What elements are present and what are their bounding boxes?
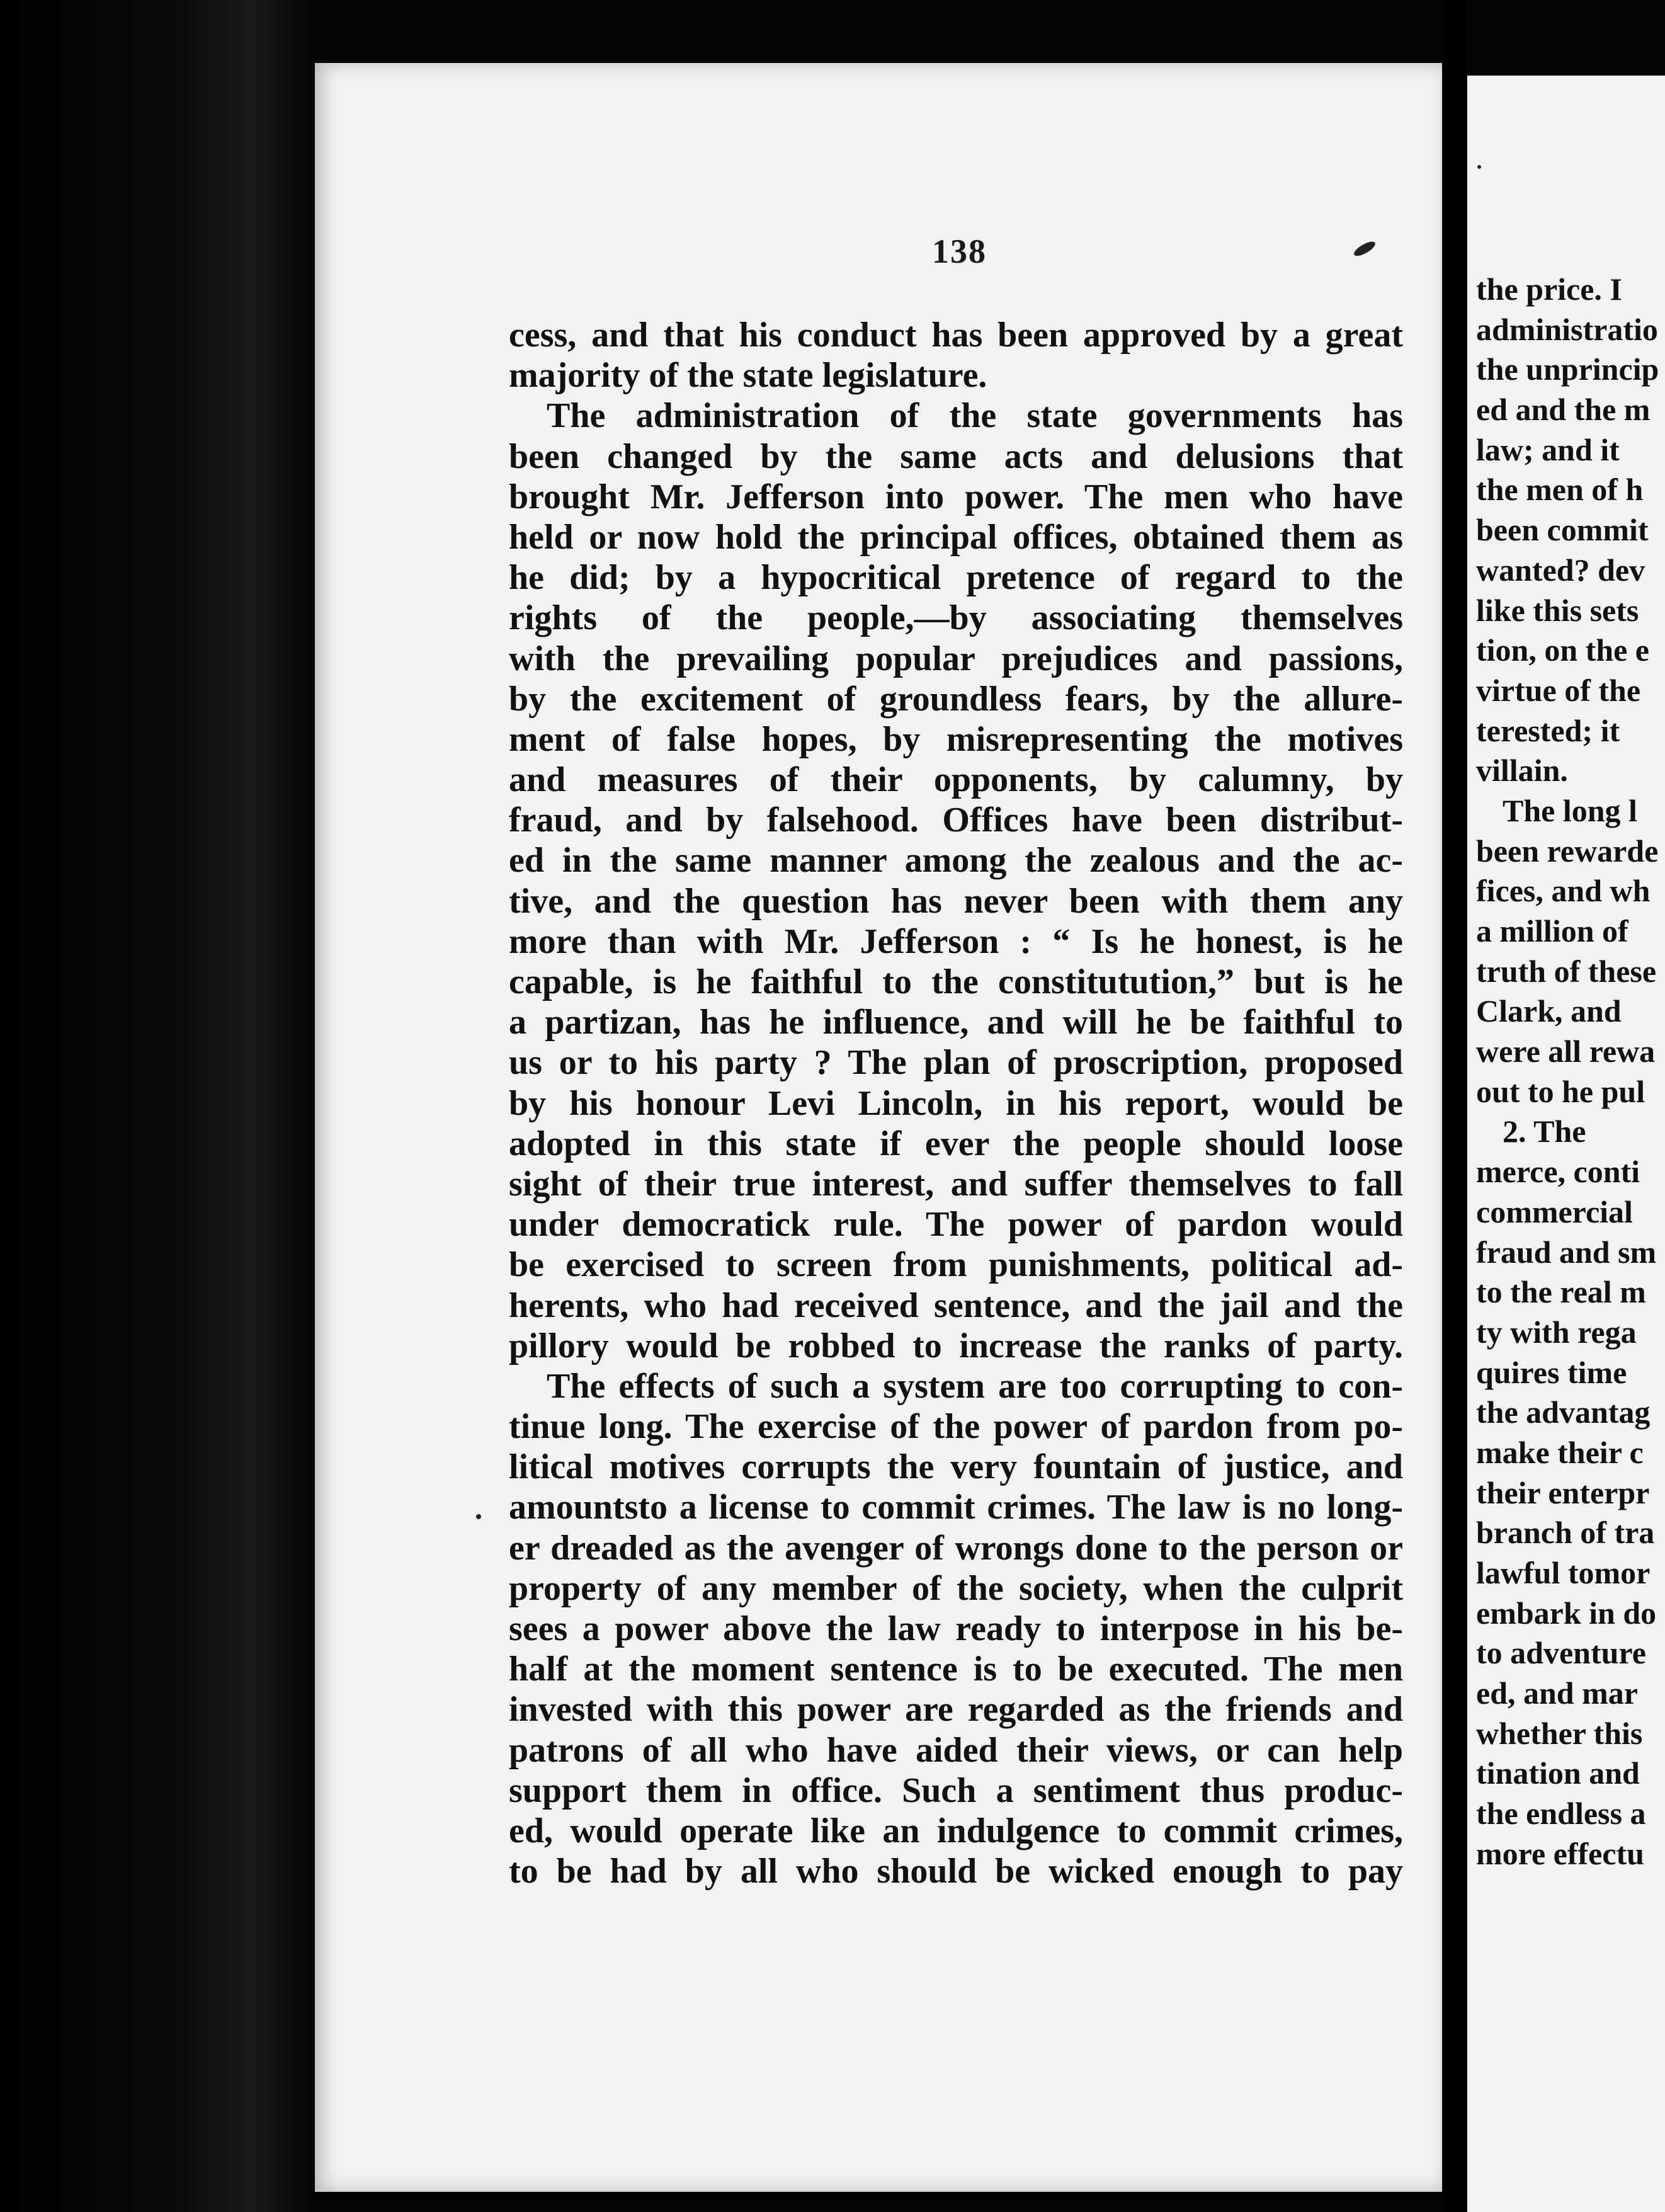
- text-line: quires time: [1476, 1354, 1627, 1390]
- text-line: merce, conti: [1476, 1154, 1640, 1190]
- text-line: fices, and wh: [1476, 873, 1651, 909]
- text-line: ed in the same manner among the zealous and the ac-: [509, 841, 1403, 881]
- text-line: half at the moment sentence is to be executed. The men: [509, 1650, 1403, 1689]
- text-line: The effects of such a system are too corrupting to con-: [547, 1366, 1403, 1406]
- text-line: held or now hold the principal offices, obtained them as: [509, 517, 1403, 557]
- text-line: the advantag: [1476, 1394, 1651, 1430]
- text-line: support them in office. Such a sentiment thus produc-: [509, 1770, 1403, 1810]
- text-line: capable, is he faithful to the constitutution,” but is he: [509, 962, 1403, 1001]
- text-line: Clark, and: [1476, 993, 1622, 1029]
- text-line: he did; by a hypocritical pretence of regard to the: [509, 558, 1403, 598]
- text-line: fraud, and by falsehood. Offices have been distribut-: [509, 801, 1403, 840]
- text-line: a partizan, has he influence, and will he be faithful to: [509, 1003, 1403, 1042]
- text-line: tion, on the e: [1476, 632, 1649, 668]
- text-line: tination and: [1476, 1755, 1640, 1791]
- text-line: 2. The: [1503, 1114, 1586, 1149]
- text-line: patrons of all who have aided their views, or can help: [509, 1730, 1403, 1770]
- text-line: their enterpr: [1476, 1474, 1650, 1510]
- text-line: by the excitement of groundless fears, by the allure-: [509, 679, 1403, 719]
- text-line: make their c: [1476, 1434, 1644, 1470]
- book-spine-gutter: [1442, 0, 1467, 2212]
- text-line: been commit: [1476, 512, 1649, 548]
- text-line: been rewarde: [1476, 833, 1659, 869]
- text-line: tive, and the question has never been with them any: [509, 881, 1403, 921]
- text-line: sees a power above the law ready to interpose in his be-: [509, 1609, 1403, 1648]
- text-line: been changed by the same acts and delusions that: [509, 436, 1403, 476]
- text-line: pillory would be robbed to increase the ranks of party.: [509, 1326, 1403, 1365]
- text-line: terested; it: [1476, 712, 1620, 748]
- text-line: law; and it: [1476, 431, 1620, 467]
- text-line: sight of their true interest, and suffer themselves to fall: [509, 1164, 1403, 1204]
- text-line: like this sets: [1476, 592, 1639, 628]
- text-line: embark in do: [1476, 1595, 1657, 1631]
- text-line: The long l: [1503, 792, 1637, 828]
- text-line: er dreaded as the avenger of wrongs done to the person or: [509, 1528, 1403, 1568]
- ink-speck: [476, 1514, 481, 1519]
- text-line: tinue long. The exercise of the power of pardon from po-: [509, 1407, 1403, 1447]
- text-line: and measures of their opponents, by calumny, by: [509, 760, 1403, 800]
- text-line: ty with rega: [1476, 1314, 1637, 1350]
- text-line: adopted in this state if ever the people should loose: [509, 1124, 1403, 1163]
- text-line: the men of h: [1476, 472, 1644, 508]
- text-line: lawful tomor: [1476, 1555, 1651, 1590]
- text-line: administratio: [1476, 311, 1658, 347]
- text-line: more effectu: [1476, 1835, 1644, 1871]
- text-line: the unprincip: [1476, 351, 1659, 387]
- text-line: herents, who had received sentence, and the jail and the: [509, 1286, 1403, 1325]
- text-line: fraud and sm: [1476, 1234, 1657, 1270]
- text-line: out to he pul: [1476, 1073, 1645, 1109]
- text-line: branch of tra: [1476, 1515, 1655, 1551]
- text-line: ed and the m: [1476, 392, 1651, 428]
- text-line: virtue of the: [1476, 672, 1641, 708]
- right-page-text-block: [1476, 270, 1665, 1874]
- scan-background-left: [0, 0, 315, 2212]
- text-line: to adventure: [1476, 1635, 1646, 1671]
- text-line: the endless a: [1476, 1796, 1646, 1832]
- text-line: ment of false hopes, by misrepresenting the motives: [509, 719, 1403, 759]
- ink-speck: [1477, 165, 1481, 169]
- text-line: commercial: [1476, 1194, 1633, 1229]
- right-page: [1467, 76, 1665, 2212]
- text-line: villain.: [1476, 753, 1568, 789]
- text-line: us or to his party ? The plan of proscription, proposed: [509, 1043, 1403, 1083]
- text-line: whether this: [1476, 1715, 1643, 1751]
- text-line: brought Mr. Jefferson into power. The men who have: [509, 477, 1403, 516]
- text-line: ed, and mar: [1476, 1675, 1638, 1711]
- text-line: wanted? dev: [1476, 552, 1645, 588]
- text-line: to the real m: [1476, 1274, 1646, 1310]
- text-line: with the prevailing popular prejudices and passions,: [509, 639, 1403, 678]
- text-line: truth of these: [1476, 953, 1657, 989]
- text-line: by his honour Levi Lincoln, in his report, would be: [509, 1083, 1403, 1123]
- text-line: ed, would operate like an indulgence to commit crimes,: [509, 1811, 1403, 1850]
- text-line: to be had by all who should be wicked enough to pay: [509, 1852, 1403, 1891]
- text-line: a million of: [1476, 913, 1628, 949]
- text-line: more than with Mr. Jefferson : “ Is he honest, is he: [509, 921, 1403, 961]
- text-line: rights of the people,—by associating themselves: [509, 598, 1403, 638]
- text-line: amountsto a license to commit crimes. The law is no long-: [509, 1488, 1403, 1527]
- text-line: the price. I: [1476, 271, 1622, 307]
- text-line: majority of the state legislature.: [509, 356, 987, 396]
- text-line: property of any member of the society, when the culprit: [509, 1568, 1403, 1608]
- text-line: The administration of the state governments has: [547, 396, 1403, 436]
- text-line: litical motives corrupts the very fountain of justice, and: [509, 1447, 1403, 1487]
- text-line: were all rewa: [1476, 1034, 1656, 1069]
- left-page-text-block: [509, 315, 1403, 1891]
- text-line: be exercised to screen from punishments, political ad-: [509, 1245, 1403, 1285]
- page-number: 138: [932, 232, 987, 270]
- text-line: cess, and that his conduct has been approved by a great: [509, 316, 1403, 355]
- text-line: under democratick rule. The power of pardon would: [509, 1205, 1403, 1245]
- text-line: invested with this power are regarded as the friends and: [509, 1690, 1403, 1730]
